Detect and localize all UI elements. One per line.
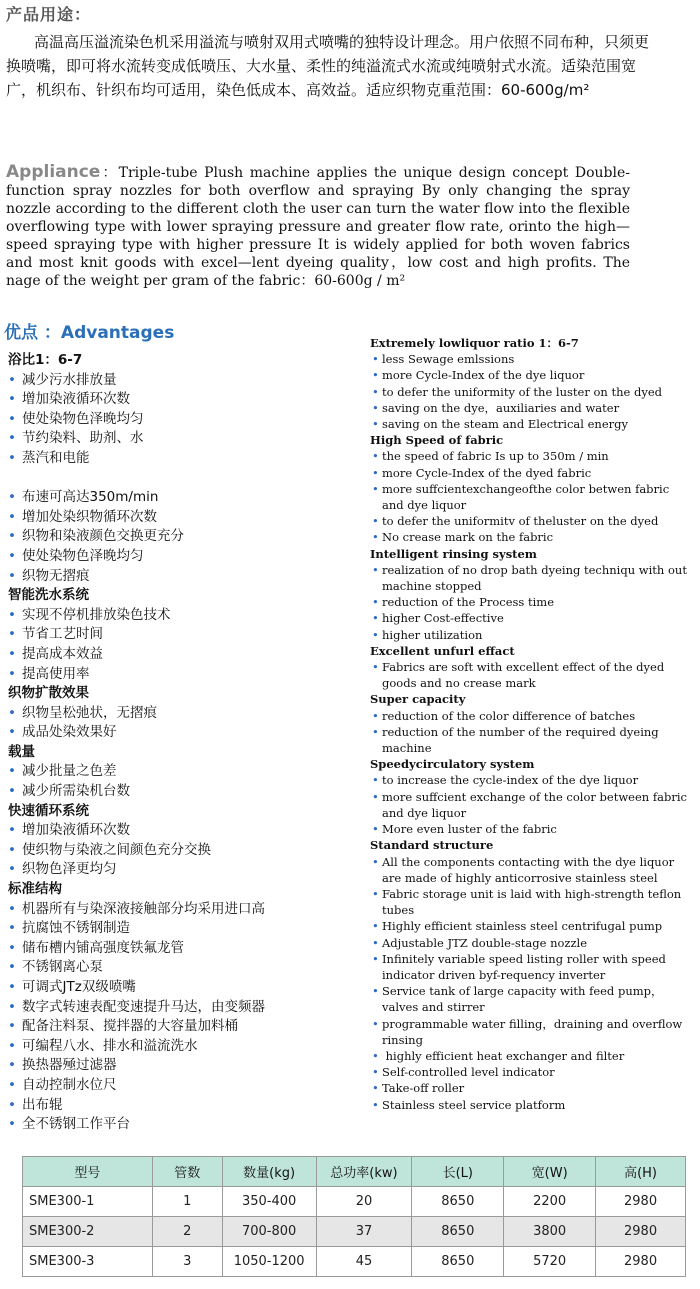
bullet-icon: • [372, 514, 379, 529]
bullet-icon: • [372, 660, 379, 675]
section-heading: 浴比1：6-7 [8, 352, 83, 368]
section-heading: Intelligent rinsing system [370, 546, 537, 561]
table-cell: 8650 [412, 1187, 504, 1217]
list-item-text: reduction of the Process time [382, 595, 554, 610]
table-row [23, 1217, 686, 1247]
spec-header-row [23, 1157, 686, 1187]
list-item-text: All the components contacting with the dye liquor are made of highly anticorrosive stainless steel [382, 854, 675, 885]
bullet-icon: • [8, 606, 16, 623]
table-cell: 45 [316, 1247, 412, 1277]
bullet-icon: • [8, 861, 16, 878]
bullet-icon: • [8, 998, 16, 1015]
table-row [23, 1187, 686, 1217]
bullet-icon: • [8, 449, 16, 466]
bullet-icon: • [8, 528, 16, 545]
list-item [8, 410, 368, 430]
list-item-text: 实现不停机排放染色技术 [22, 606, 171, 623]
list-item-text: 布速可高达350m/min [22, 489, 159, 506]
list-item-text: to defer the uniformity of the luster on the dyed [382, 384, 662, 399]
list-item [8, 390, 368, 410]
list-item [370, 594, 688, 610]
table-cell: SME300-3 [23, 1247, 153, 1277]
list-item [370, 854, 688, 886]
list-item [370, 400, 688, 416]
list-item [8, 488, 368, 508]
list-item [370, 951, 688, 983]
table-cell: 1050-1200 [222, 1247, 316, 1277]
spec-header-cell: 型号 [23, 1157, 153, 1187]
section-heading: 快速循环系统 [8, 802, 89, 819]
bullet-icon: • [8, 900, 16, 917]
list-item [370, 1064, 688, 1080]
list-item-text: reduction of the color difference of batches [382, 708, 636, 723]
list-item-text: more suffcientexchangeofthe color betwen fabric and dye liquor [382, 481, 670, 513]
spec-header-cell: 高(H) [596, 1157, 686, 1187]
list-item-text: 出布辊 [22, 1096, 63, 1113]
spec-header-cell: 管数 [152, 1157, 222, 1187]
table-cell: 2980 [596, 1187, 686, 1217]
bullet-icon: • [372, 724, 379, 739]
list-item [370, 562, 688, 594]
list-item [370, 1016, 688, 1048]
list-item-text: 不锈钢离心泵 [22, 959, 103, 976]
table-cell: 8650 [412, 1247, 504, 1277]
bullet-icon: • [8, 763, 16, 780]
list-item [370, 1080, 688, 1096]
list-item-text: more Cycle-Index of the dye liquor [382, 368, 585, 383]
list-item [370, 384, 688, 400]
section-heading: Standard structure [370, 838, 494, 853]
list-item-text: No crease mark on the fabric [382, 530, 554, 545]
section-heading: 载量 [8, 743, 35, 760]
list-item-text: more Cycle-Index of the dyed fabric [382, 465, 592, 480]
list-item-text: 提高使用率 [22, 665, 90, 682]
en-advantages-list [370, 335, 688, 1113]
bullet-icon: • [8, 783, 16, 800]
bullet-icon: • [372, 595, 379, 610]
list-item [370, 935, 688, 951]
table-cell: 8650 [412, 1217, 504, 1247]
list-item-text: 配备注料泵、搅拌器的大容量加料桶 [22, 1018, 238, 1035]
list-item-text: 换热器殛过滤器 [22, 1057, 117, 1074]
appliance-lead: Appliance [6, 162, 101, 182]
bullet-icon: • [372, 627, 379, 642]
list-item-text: 自动控制水位尺 [22, 1076, 117, 1093]
list-item [370, 1048, 688, 1064]
list-item-text: 增加染液循环次数 [22, 822, 130, 839]
bullet-icon: • [8, 489, 16, 506]
list-item-text: higher utilization [382, 627, 483, 642]
list-item-text: Infinitely variable speed listing roller with speed indicator driven byf-requency inverter [382, 951, 666, 982]
list-item [8, 1037, 368, 1057]
table-cell: 5720 [504, 1247, 596, 1277]
bullet-icon: • [8, 665, 16, 682]
list-item [8, 762, 368, 782]
section-heading: Super capacity [370, 692, 466, 707]
bullet-icon: • [8, 547, 16, 564]
list-item [370, 351, 688, 367]
bullet-icon: • [8, 410, 16, 427]
list-item-text: highly efficient heat exchanger and filter [382, 1048, 625, 1063]
bullet-icon: • [8, 841, 16, 858]
bullet-icon: • [372, 886, 379, 901]
bullet-icon: • [372, 481, 379, 496]
table-row [23, 1247, 686, 1277]
bullet-icon: • [372, 1016, 379, 1031]
cn-advantages-list [8, 351, 368, 1135]
bullet-icon: • [372, 400, 379, 415]
list-item [8, 978, 368, 998]
list-item-text: reduction of the number of the required dyeing machine [382, 724, 659, 756]
list-item-text: realization of no drop bath dyeing techniqu with out machine stopped [382, 562, 687, 594]
section-heading: Speedycirculatory system [370, 757, 535, 772]
list-item [8, 665, 368, 685]
section-heading: 织物扩散效果 [8, 685, 89, 702]
list-item [370, 886, 688, 918]
list-item-text: 减少污水排放量 [22, 371, 117, 388]
bullet-icon: • [372, 951, 379, 966]
list-item-text: 织物无摺痕 [22, 567, 90, 584]
bullet-icon: • [8, 1057, 16, 1074]
list-item-text: 节省工艺时间 [22, 626, 103, 643]
bullet-icon: • [372, 919, 379, 934]
list-item [8, 547, 368, 567]
bullet-icon: • [8, 626, 16, 643]
table-cell: 3 [152, 1247, 222, 1277]
list-item-text: 成品处染效果好 [22, 724, 117, 741]
list-item [370, 367, 688, 383]
list-item [8, 919, 368, 939]
list-item-text: 减少批量之色差 [22, 763, 117, 780]
table-cell: 350-400 [222, 1187, 316, 1217]
bullet-icon: • [372, 1048, 379, 1063]
spec-header-cell: 总功率(kw) [316, 1157, 412, 1187]
list-item [8, 939, 368, 959]
list-item-text: More even luster of the fabric [382, 822, 557, 837]
table-cell: SME300-2 [23, 1217, 153, 1247]
list-item-text: Fabrics are soft with excellent effect of the dyed goods and no crease mark [382, 660, 665, 691]
bullet-icon: • [8, 508, 16, 525]
bullet-icon: • [372, 1065, 379, 1080]
usage-title: 产品用途： [6, 5, 92, 24]
list-item-text: 织物色泽更均匀 [22, 861, 117, 878]
appliance-paragraph [6, 163, 630, 290]
bullet-icon: • [8, 959, 16, 976]
bullet-icon: • [372, 368, 379, 383]
bullet-icon: • [8, 979, 16, 995]
list-item [8, 1076, 368, 1096]
list-item-text: 可调式JTz双级喷嘴 [22, 979, 136, 995]
list-item-text: 织物呈松弛状，无摺痕 [22, 704, 157, 721]
list-item [370, 772, 688, 788]
bullet-icon: • [372, 1097, 379, 1112]
list-item-text: to increase the cycle-index of the dye liquor [382, 773, 639, 788]
list-item [8, 371, 368, 391]
bullet-icon: • [372, 984, 379, 999]
list-item-text: Adjustable JTZ double-stage nozzle [382, 935, 588, 950]
list-item-text: the speed of fabric Is up to 350m / min [382, 449, 609, 464]
bullet-icon: • [8, 920, 16, 937]
usage-text: 高温高压溢流染色机采用溢流与喷射双用式喷嘴的独特设计理念。用户依照不同布种，只须更换喷嘴，即可将水流转变成低喷压、大水量、柔性的纯溢流式水流或纯喷射式水流。适染范围宽广，机织布、针织布均可适用，染色低成本、高效益。适应织物克重范围：60-600g/m² [6, 33, 650, 99]
list-item-text: 机器所有与染深液接触部分均采用进口高 [22, 900, 265, 917]
table-cell: 1 [152, 1187, 222, 1217]
list-item-text: less Sewage emlssions [382, 352, 515, 367]
bullet-icon: • [8, 567, 16, 584]
section-heading: Excellent unfurl effact [370, 643, 515, 658]
table-cell: 3800 [504, 1217, 596, 1247]
list-item [8, 449, 368, 469]
table-cell: 2 [152, 1217, 222, 1247]
bullet-icon: • [8, 391, 16, 408]
bullet-icon: • [372, 465, 379, 480]
list-item [8, 782, 368, 802]
list-item [370, 627, 688, 643]
list-item-text: 抗腐蚀不锈钢制造 [22, 920, 130, 937]
bullet-icon: • [8, 822, 16, 839]
list-item-text: saving on the dye，auxiliaries and water [382, 400, 620, 415]
list-item [8, 704, 368, 724]
list-item-text: 使处染物色泽晚均匀 [22, 547, 144, 564]
bullet-icon: • [8, 1116, 16, 1133]
list-item [8, 1096, 368, 1116]
list-item [370, 918, 688, 934]
table-cell: 20 [316, 1187, 412, 1217]
list-item-text: 减少所需染机台数 [22, 783, 130, 800]
bullet-icon: • [8, 1096, 16, 1113]
list-item-text: more suffcient exchange of the color between fabric and dye liquor [382, 789, 687, 820]
list-item [8, 1115, 368, 1135]
list-item [8, 821, 368, 841]
list-item [8, 860, 368, 880]
list-item-text: Service tank of large capacity with feed pump，valves and stirrer [382, 984, 663, 1015]
bullet-icon: • [372, 822, 379, 837]
table-cell: 2200 [504, 1187, 596, 1217]
section-heading: High Speed of fabric [370, 433, 504, 448]
list-item [8, 841, 368, 861]
list-item-text: 全不锈钢工作平台 [22, 1116, 130, 1133]
list-item-text: 增加处染织物循环次数 [22, 508, 157, 525]
list-item [8, 723, 368, 743]
list-item [370, 610, 688, 626]
spec-header-cell: 数量(kg) [222, 1157, 316, 1187]
list-item-text: 可编程八水、排水和溢流洗水 [22, 1037, 198, 1054]
table-cell: 2980 [596, 1217, 686, 1247]
list-spacer [8, 469, 368, 489]
list-item [8, 429, 368, 449]
list-item [370, 821, 688, 837]
list-item [370, 983, 688, 1015]
list-item-text: Stainless steel service platform [382, 1097, 566, 1112]
table-cell: SME300-1 [23, 1187, 153, 1217]
list-item [370, 416, 688, 432]
section-heading: Extremely lowliquor ratio 1：6-7 [370, 336, 579, 350]
list-item [8, 508, 368, 528]
list-item [8, 1056, 368, 1076]
section-heading: 智能洗水系统 [8, 587, 89, 604]
list-item-text: 增加染液循环次数 [22, 391, 130, 408]
table-cell: 2980 [596, 1247, 686, 1277]
list-item [370, 708, 688, 724]
bullet-icon: • [8, 371, 16, 388]
list-item [370, 789, 688, 821]
list-item-text: Take-off roller [382, 1081, 465, 1096]
list-item [8, 567, 368, 587]
list-item-text: Self-controlled level indicator [382, 1065, 555, 1080]
list-item [370, 1097, 688, 1113]
bullet-icon: • [372, 708, 379, 723]
bullet-icon: • [372, 773, 379, 788]
list-item-text: Highly efficient stainless steel centrifugal pump [382, 919, 663, 934]
bullet-icon: • [8, 430, 16, 447]
table-cell: 37 [316, 1217, 412, 1247]
spec-header-cell: 宽(W) [504, 1157, 596, 1187]
list-item-text: 使织物与染液之间颜色充分交换 [22, 841, 211, 858]
list-item [8, 527, 368, 547]
list-item [8, 625, 368, 645]
list-item [370, 659, 688, 691]
bullet-icon: • [372, 352, 379, 367]
bullet-icon: • [372, 530, 379, 545]
list-item [370, 448, 688, 464]
appliance-text: ：Triple-tube Plush machine applies the unique design concept Double-function spray nozzles for both overflow and spraying By only changing the spray nozzle according to the different cloth the user can turn the water flow into the flexible overflowing type with lower spraying pressure and greater flow rate, orinto the high—speed spraying type with higher pressure It is widely applied for both woven fabrics and most knit goods with excel—lent dyeing quality，low cost and high profits. The nage of the weight per gram of the fabric：60-600g / m² [6, 165, 630, 289]
list-item-text: 织物和染液颜色交换更充分 [22, 528, 184, 545]
list-item [8, 998, 368, 1018]
list-item-text: higher Cost-effective [382, 611, 504, 626]
bullet-icon: • [8, 1076, 16, 1093]
list-item [8, 606, 368, 626]
list-item-text: to defer the uniformitv of theluster on the dyed [382, 514, 659, 529]
list-item-text: saving on the steam and Electrical energy [382, 417, 628, 432]
list-item-text: Fabric storage unit is laid with high-strength teflon tubes [382, 886, 682, 918]
list-item [8, 1017, 368, 1037]
list-item [8, 645, 368, 665]
bullet-icon: • [372, 935, 379, 950]
bullet-icon: • [8, 645, 16, 662]
bullet-icon: • [8, 704, 16, 721]
bullet-icon: • [372, 854, 379, 869]
list-item [370, 529, 688, 545]
list-item [370, 724, 688, 756]
section-heading: 标准结构 [8, 881, 62, 898]
bullet-icon: • [372, 789, 379, 804]
table-cell: 700-800 [222, 1217, 316, 1247]
list-item-text: 数字式转速表配变速提升马达，由变频器 [22, 998, 265, 1015]
list-item [370, 465, 688, 481]
list-item-text: 储布槽内铺高强度铁氟龙管 [22, 939, 184, 956]
bullet-icon: • [372, 449, 379, 464]
bullet-icon: • [372, 562, 379, 577]
advantages-title: 优点 ：Advantages [4, 323, 175, 343]
bullet-icon: • [372, 384, 379, 399]
bullet-icon: • [8, 724, 16, 741]
list-item-text: programmable water filling，draining and overflow rinsing [382, 1016, 683, 1047]
list-item [370, 513, 688, 529]
list-item [8, 958, 368, 978]
bullet-icon: • [372, 1081, 379, 1096]
list-item [370, 481, 688, 513]
list-item-text: 使处染物色泽晚均匀 [22, 410, 144, 427]
bullet-icon: • [8, 939, 16, 956]
list-item-text: 节约染料、助剂、水 [22, 430, 144, 447]
list-item [8, 900, 368, 920]
spec-table [22, 1156, 686, 1277]
bullet-icon: • [8, 1018, 16, 1035]
bullet-icon: • [372, 417, 379, 432]
bullet-icon: • [372, 611, 379, 626]
bullet-icon: • [8, 1037, 16, 1054]
list-item-text: 蒸汽和电能 [22, 449, 90, 466]
spec-header-cell: 长(L) [412, 1157, 504, 1187]
list-item-text: 提高成本效益 [22, 645, 103, 662]
